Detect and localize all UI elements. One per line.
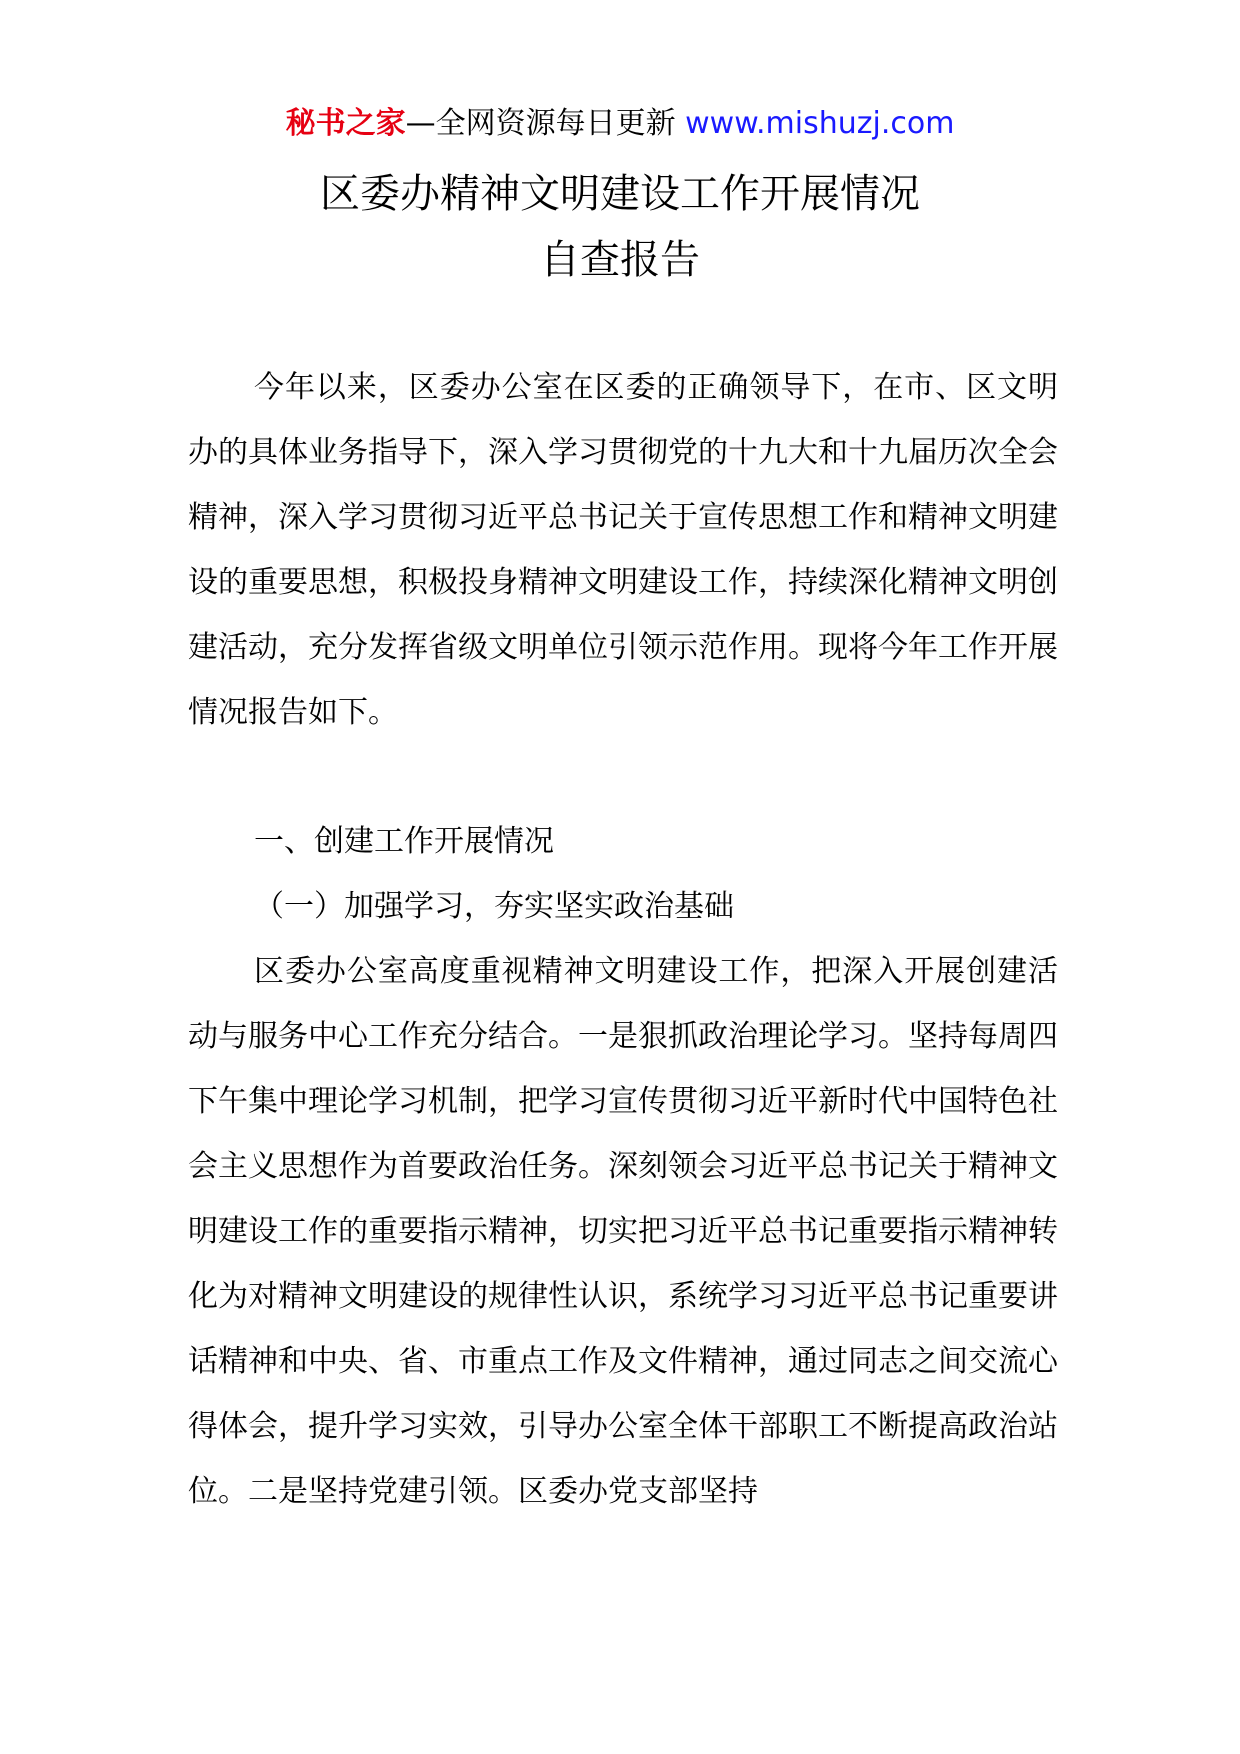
document-title-line-1: 区委办精神文明建设工作开展情况	[320, 171, 920, 217]
section-heading: 一、创建工作开展情况	[254, 824, 554, 859]
intro-paragraph: 今年以来，区委办公室在区委的正确领导下，在市、区文明办的具体业务指导下，深入学习贯彻党的十九大和十九届历次全会精神，深入学习贯彻习近平总书记关于宣传思想工作和精神文明建设的重要思想，积极投身精神文明建设工作，持续深化精神文明创建活动，充分发挥省级文明单位引领示范作用。现将今年工作开展情况报告如下。	[188, 370, 1058, 730]
banner-tagline: —全网资源每日更新	[405, 106, 686, 141]
site-banner	[0, 100, 1240, 148]
banner-brand: 秘书之家	[285, 106, 406, 141]
body-paragraph: 区委办公室高度重视精神文明建设工作，把深入开展创建活动与服务中心工作充分结合。一是狠抓政治理论学习。坚持每周四下午集中理论学习机制，把学习宣传贯彻习近平新时代中国特色社会主义思想作为首要政治任务。深刻领会习近平总书记关于精神文明建设工作的重要指示精神，切实把习近平总书记重要指示精神转化为对精神文明建设的规律性认识，系统学习习近平总书记重要讲话精神和中央、省、市重点工作及文件精神，通过同志之间交流心得体会，提升学习实效，引导办公室全体干部职工不断提高政治站位。二是坚持党建引领。区委办党支部坚持	[188, 954, 1058, 1509]
banner-url-link[interactable]: www.mishuzj.com	[685, 106, 955, 141]
subsection-heading: （一）加强学习，夯实坚实政治基础	[254, 889, 734, 924]
document-title-line-2: 自查报告	[540, 237, 700, 283]
